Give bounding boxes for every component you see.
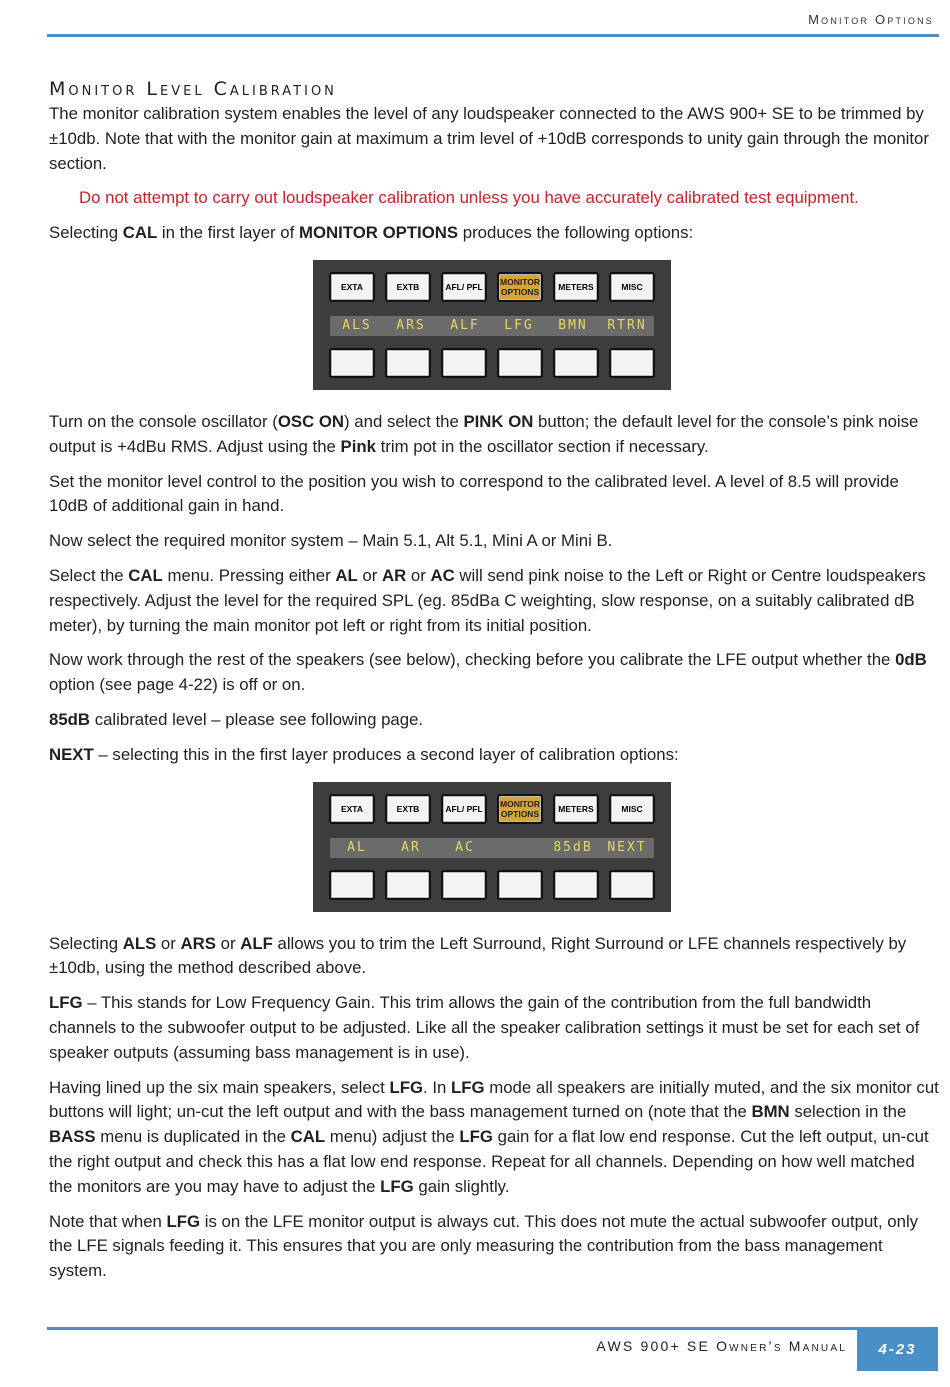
- panel-top-buttons: [313, 794, 671, 824]
- lcd-display: [330, 838, 654, 858]
- meters-button[interactable]: METERS: [553, 272, 599, 302]
- exta-button[interactable]: EXTA: [329, 794, 375, 824]
- soft-button-4[interactable]: [497, 870, 543, 900]
- monitor-options-button[interactable]: MONITOR OPTIONS: [497, 272, 543, 302]
- running-header: Monitor Options: [808, 12, 934, 27]
- paragraph-cal-menu: Select the CAL menu. Pressing either AL or AR or AC will send pink noise to the Left or Right or Centre loudspeakers respectively. Adjust the level for the required SPL (eg. 85dBa C weighting, slow response, on a suitably calibrated dB meter), by turning the main monitor pot left or right from its initial position.: [49, 565, 926, 635]
- soft-button-2[interactable]: [385, 348, 431, 378]
- lcd-label-next: NEXT: [607, 840, 647, 856]
- lcd-label-bmn: BMN: [558, 318, 588, 334]
- lcd-label-al: AL: [347, 840, 367, 856]
- paragraph-monitor-level: Set the monitor level control to the position you wish to correspond to the calibrated level. A level of 8.5 will provide 10dB of additional gain in hand.: [49, 471, 899, 516]
- lcd-label-rtrn: RTRN: [607, 318, 647, 334]
- warning-text: Do not attempt to carry out loudspeaker calibration unless you have accurately calibrated test equipment.: [79, 188, 859, 208]
- panel-soft-buttons: [313, 870, 671, 900]
- monitor-options-button[interactable]: MONITOR OPTIONS: [497, 794, 543, 824]
- extb-button[interactable]: EXTB: [385, 272, 431, 302]
- console-panel-layer-1: [313, 260, 671, 390]
- afl-pfl-button[interactable]: AFL/ PFL: [441, 272, 487, 302]
- paragraph-intro: The monitor calibration system enables the level of any loudspeaker connected to the AWS 900+ SE to be trimmed by ±10db. Note that with the monitor gain at maximum a trim level of +10dB corresponds to unity gain through the monitor section.: [49, 104, 929, 173]
- paragraph-als-ars-alf: Selecting ALS or ARS or ALF allows you to trim the Left Surround, Right Surround or LFE channels respectively by ±10db, using the method described above.: [49, 933, 907, 978]
- lcd-label-alf: ALF: [450, 318, 480, 334]
- page-content: [49, 78, 939, 1294]
- panel-soft-buttons: [313, 348, 671, 378]
- soft-button-2[interactable]: [385, 870, 431, 900]
- header-rule: [47, 34, 939, 37]
- soft-button-4[interactable]: [497, 348, 543, 378]
- page-number: 4-23: [857, 1327, 938, 1371]
- meters-button[interactable]: METERS: [553, 794, 599, 824]
- lcd-label-ac: AC: [455, 840, 475, 856]
- lcd-display: [330, 316, 654, 336]
- section-title: Monitor Level Calibration: [49, 78, 337, 100]
- console-panel-layer-2: [313, 782, 671, 912]
- lcd-label-ar: AR: [401, 840, 421, 856]
- misc-button[interactable]: MISC: [609, 794, 655, 824]
- footer-manual-title: AWS 900+ SE Owner’s Manual: [596, 1338, 847, 1354]
- extb-button[interactable]: EXTB: [385, 794, 431, 824]
- soft-button-6[interactable]: [609, 870, 655, 900]
- soft-button-3[interactable]: [441, 348, 487, 378]
- soft-button-6[interactable]: [609, 348, 655, 378]
- paragraph-rest-speakers: Now work through the rest of the speakers (see below), checking before you calibrate the LFE output whether the 0dB option (see page 4-22) is off or on.: [49, 650, 927, 695]
- soft-button-5[interactable]: [553, 348, 599, 378]
- lcd-label-85db: 85dB: [553, 840, 593, 856]
- paragraph-monitor-system: Now select the required monitor system – Main 5.1, Alt 5.1, Mini A or Mini B.: [49, 531, 613, 551]
- paragraph-oscillator: Turn on the console oscillator (OSC ON) and select the PINK ON button; the default level for the console’s pink noise output is +4dBu RMS. Adjust using the Pink trim pot in the oscillator section if necessary.: [49, 411, 919, 456]
- soft-button-1[interactable]: [329, 870, 375, 900]
- paragraph-85db: 85dB calibrated level – please see following page.: [49, 709, 424, 729]
- footer-rule: [47, 1327, 857, 1330]
- paragraph-lfg: LFG – This stands for Low Frequency Gain. This trim allows the gain of the contribution from the full bandwidth channels to the subwoofer output to be adjusted. Like all the speaker calibration settings it must be set for each set of speaker outputs (assuming bass management is in use).: [49, 993, 920, 1062]
- misc-button[interactable]: MISC: [609, 272, 655, 302]
- lcd-label-ars: ARS: [396, 318, 426, 334]
- soft-button-5[interactable]: [553, 870, 599, 900]
- exta-button[interactable]: EXTA: [329, 272, 375, 302]
- afl-pfl-button[interactable]: AFL/ PFL: [441, 794, 487, 824]
- lcd-label-lfg: LFG: [504, 318, 534, 334]
- paragraph-lfg-procedure: Having lined up the six main speakers, select LFG. In LFG mode all speakers are initially muted, and the six monitor cut buttons will light; un-cut the left output and with the bass management turned on (note that the BMN selection in the BASS menu is duplicated in the CAL menu) adjust the LFG gain for a flat low end response. Cut the left output, un-cut the right output and check this has a flat low end response. Repeat for all channels. Depending on how well matched the monitors are you may have to adjust the LFG gain slightly.: [49, 1077, 939, 1196]
- soft-button-1[interactable]: [329, 348, 375, 378]
- paragraph-lfg-note: Note that when LFG is on the LFE monitor output is always cut. This does not mute the actual subwoofer output, only the LFE signals feeding it. This ensures that you are only measuring the contribution from the bass management system.: [49, 1211, 919, 1281]
- panel-top-buttons: [313, 272, 671, 302]
- lcd-label-als: ALS: [342, 318, 372, 334]
- paragraph-cal-select: Selecting CAL in the first layer of MONITOR OPTIONS produces the following options:: [49, 223, 694, 243]
- soft-button-3[interactable]: [441, 870, 487, 900]
- paragraph-next: NEXT – selecting this in the first layer produces a second layer of calibration options:: [49, 744, 679, 764]
